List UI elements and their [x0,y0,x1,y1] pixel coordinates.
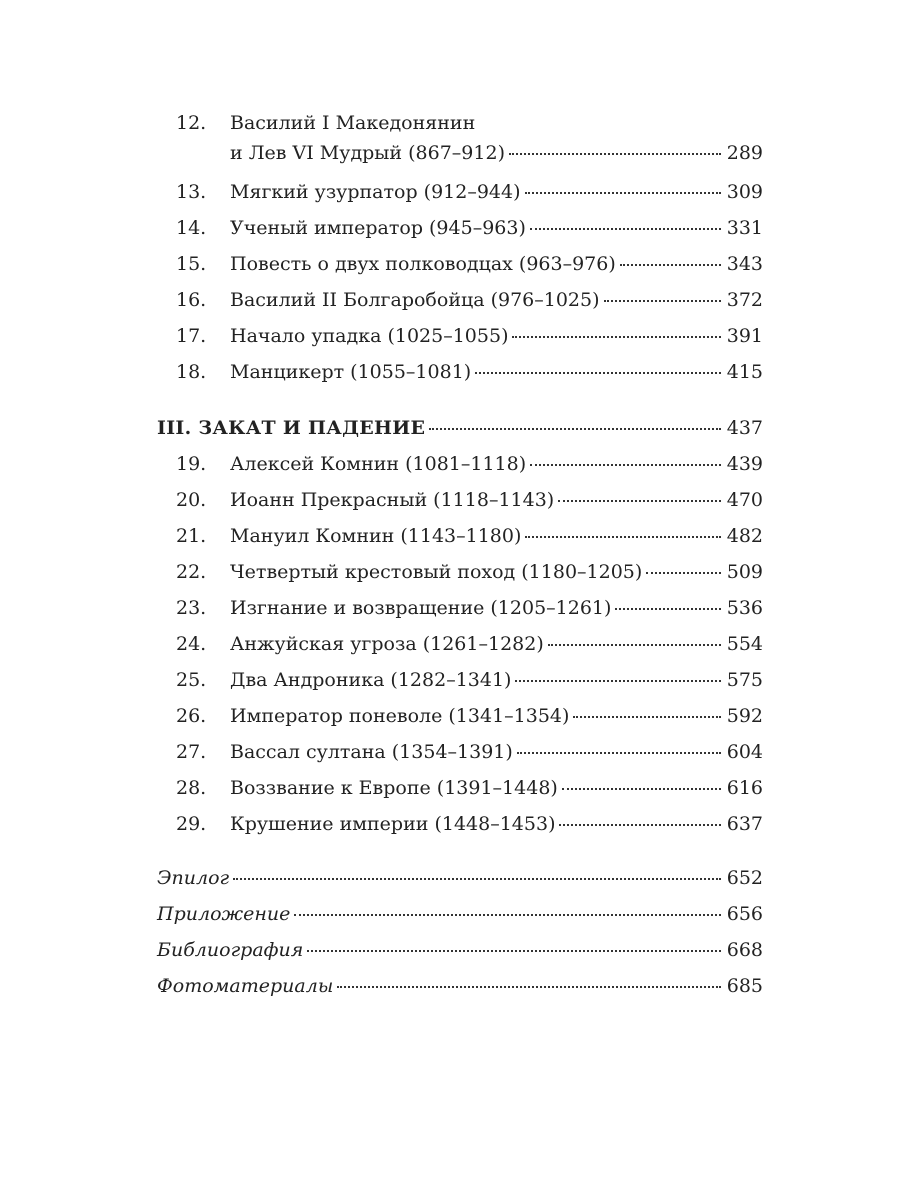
dot-leader [615,608,720,610]
page-number: 509 [726,561,763,583]
chapter-number: 20. [176,489,207,511]
chapter-number: 19. [176,453,207,475]
toc-entry-appendix [157,896,763,932]
chapter-title: Повесть о двух полководцах (963–976) [230,253,616,275]
chapter-title: Анжуйская угроза (1261–1282) [230,633,544,655]
toc-entry-chapter-29 [157,806,763,842]
backmatter-title: Эпилог [157,867,230,889]
page-number: 656 [726,903,763,925]
toc-entry-chapter-22 [157,554,763,590]
dot-leader [475,372,721,374]
page-number: 685 [726,975,763,997]
chapter-title: Иоанн Прекрасный (1118–1143) [230,489,555,511]
chapter-number: 18. [176,361,207,383]
dot-leader [604,300,721,302]
toc-entry-part-3 [157,410,763,446]
dot-leader [620,264,721,266]
chapter-number: 24. [176,633,207,655]
dot-leader [558,500,721,502]
chapter-title: Изгнание и возвращение (1205–1261) [230,597,612,619]
toc-entry-chapter-13 [157,174,763,210]
chapter-title: Два Андроника (1282–1341) [230,669,512,691]
dot-leader [294,914,720,916]
dot-leader [525,536,720,538]
toc-entry-chapter-27 [157,734,763,770]
toc-entry-chapter-26 [157,698,763,734]
page-number: 575 [726,669,763,691]
toc-entry-chapter-19 [157,446,763,482]
backmatter-section [157,860,763,1004]
chapter-title: Василий II Болгаробойца (976–1025) [230,289,600,311]
dot-leader [559,824,720,826]
backmatter-title: Фотоматериалы [157,975,334,997]
chapter-title-line1: Василий I Македонянин [230,112,476,134]
toc-entry-chapter-28 [157,770,763,806]
dot-leader [573,716,720,718]
dot-leader [429,428,720,430]
chapter-title: Император поневоле (1341–1354) [230,705,570,727]
toc-entry-bibliography [157,932,763,968]
dot-leader [530,464,721,466]
dot-leader [525,192,721,194]
part-3-section [157,410,763,842]
toc-entry-chapter-21 [157,518,763,554]
page-number: 482 [726,525,763,547]
page-number: 554 [726,633,763,655]
chapter-number: 27. [176,741,207,763]
page-number: 668 [726,939,763,961]
chapter-number: 12. [176,112,207,134]
dot-leader [337,986,720,988]
chapter-number: 14. [176,217,207,239]
chapter-title: Крушение империи (1448–1453) [230,813,556,835]
part-heading: III. ЗАКАТ И ПАДЕНИЕ [157,417,426,439]
dot-leader [233,878,721,880]
toc-entry-chapter-15 [157,246,763,282]
page-number: 536 [726,597,763,619]
chapter-title: Воззвание к Европе (1391–1448) [230,777,558,799]
chapter-number: 17. [176,325,207,347]
chapter-number: 28. [176,777,207,799]
dot-leader [562,788,721,790]
page-number: 331 [726,217,763,239]
chapter-number: 16. [176,289,207,311]
chapter-number: 26. [176,705,207,727]
dot-leader [517,752,721,754]
dot-leader [307,950,720,952]
chapter-title: Мягкий узурпатор (912–944) [230,181,521,203]
dot-leader [548,644,721,646]
toc-entry-chapter-24 [157,626,763,662]
chapter-number: 23. [176,597,207,619]
dot-leader [515,680,720,682]
toc-entry-epilogue [157,860,763,896]
page-number: 372 [726,289,763,311]
page-number: 592 [726,705,763,727]
dot-leader [530,228,721,230]
toc-entry-chapter-20 [157,482,763,518]
page-number: 309 [726,181,763,203]
chapter-title: Вассал султана (1354–1391) [230,741,513,763]
toc-entry-chapter-17 [157,318,763,354]
chapter-title: Мануил Комнин (1143–1180) [230,525,522,547]
page-number: 343 [726,253,763,275]
page-number: 437 [726,417,763,439]
chapter-number: 29. [176,813,207,835]
page-number: 637 [726,813,763,835]
chapter-title: Четвертый крестовый поход (1180–1205) [230,561,643,583]
table-of-contents [157,108,763,1004]
backmatter-title: Библиография [157,939,304,961]
page-number: 289 [726,142,763,164]
toc-entry-chapter-14 [157,210,763,246]
chapter-number: 22. [176,561,207,583]
chapter-title: Ученый император (945–963) [230,217,526,239]
backmatter-title: Приложение [157,903,291,925]
page-number: 604 [726,741,763,763]
chapter-number: 21. [176,525,207,547]
toc-entry-photos [157,968,763,1004]
page-number: 391 [726,325,763,347]
dot-leader [512,336,720,338]
page-number: 470 [726,489,763,511]
chapter-number: 13. [176,181,207,203]
dot-leader [646,572,720,574]
toc-entry-chapter-25 [157,662,763,698]
toc-entry-chapter-12 [157,108,763,168]
page-number: 439 [726,453,763,475]
chapter-number: 15. [176,253,207,275]
chapter-number: 25. [176,669,207,691]
page-number: 415 [726,361,763,383]
chapter-title-line2: и Лев VI Мудрый (867–912) [230,142,505,164]
toc-entry-chapter-18 [157,354,763,390]
chapter-title: Манцикерт (1055–1081) [230,361,472,383]
page-number: 616 [726,777,763,799]
toc-entry-chapter-16 [157,282,763,318]
toc-entry-chapter-23 [157,590,763,626]
dot-leader [509,153,721,155]
chapter-title: Алексей Комнин (1081–1118) [230,453,527,475]
chapter-title: Начало упадка (1025–1055) [230,325,509,347]
page-number: 652 [726,867,763,889]
